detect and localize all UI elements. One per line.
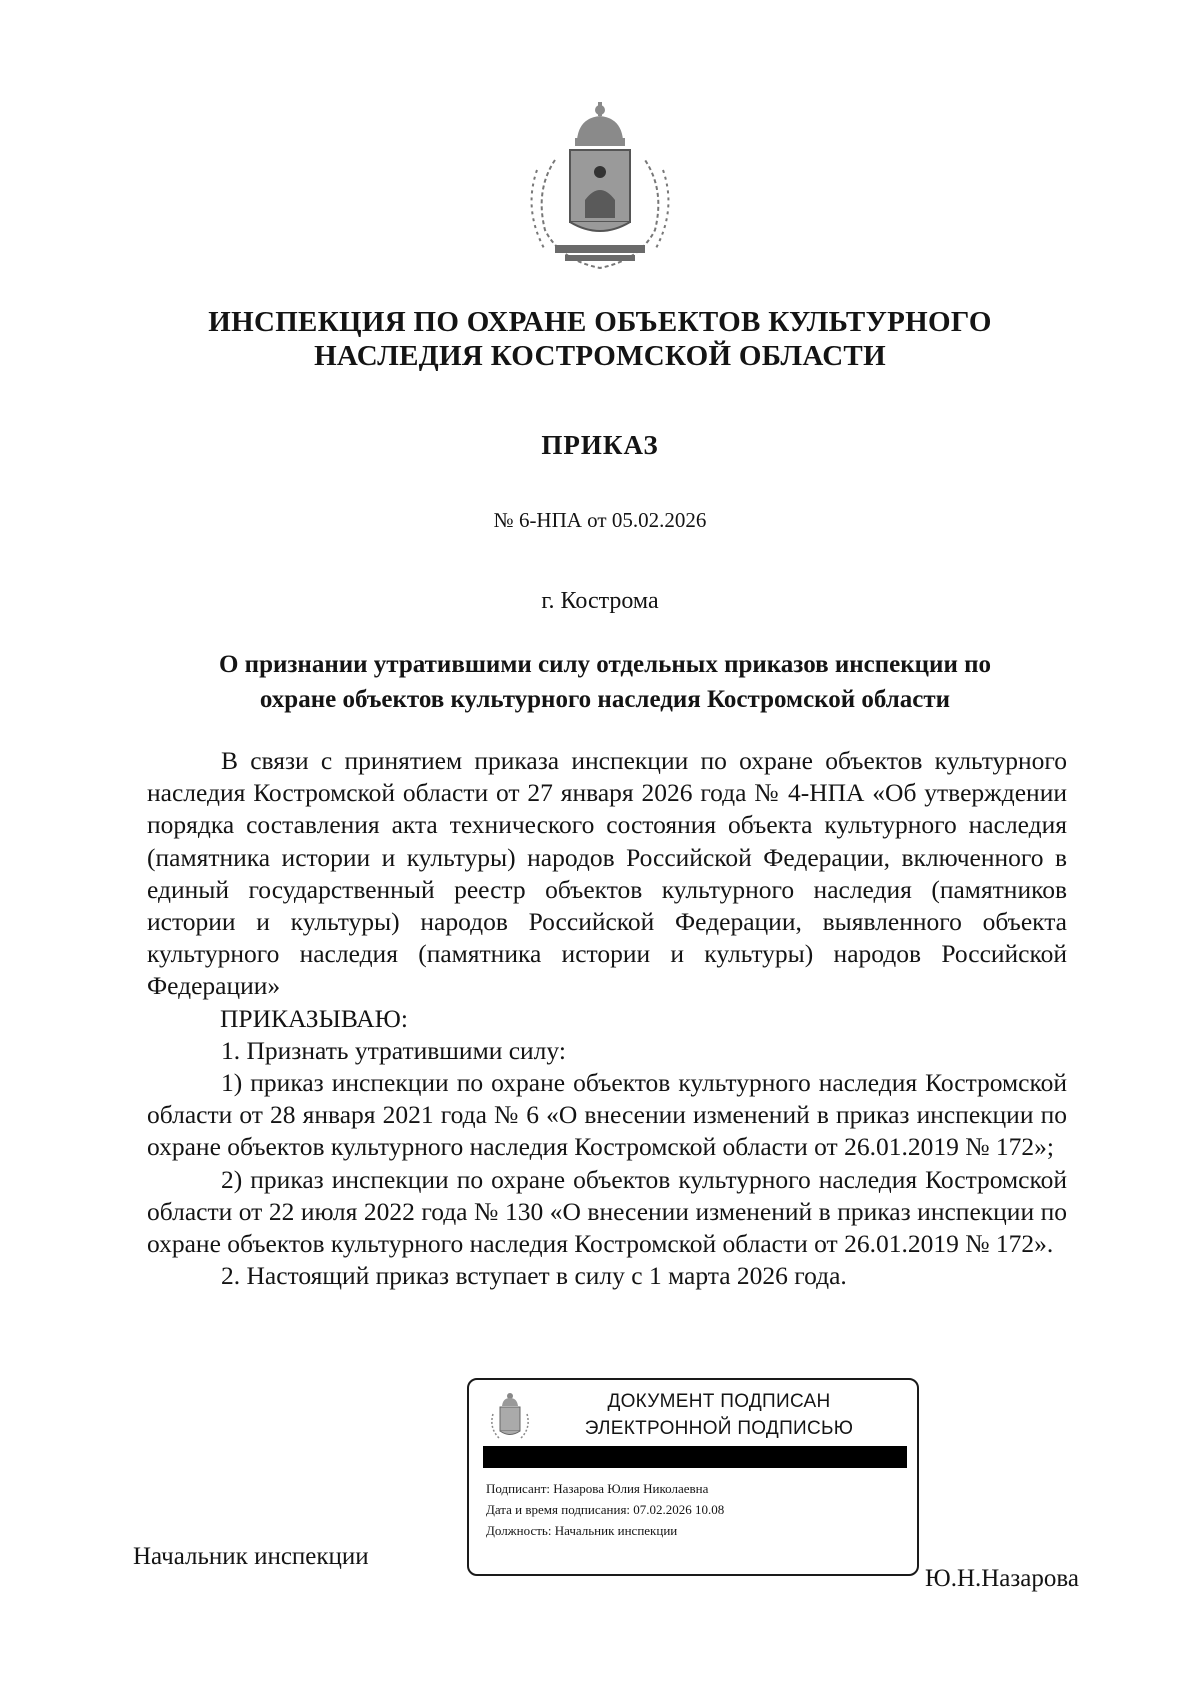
order-item-1: 1. Признать утратившими силу: (221, 1035, 566, 1065)
document-number: № 6-НПА от 05.02.2026 (493, 508, 707, 532)
stamp-position: Должность: Начальник инспекции (486, 1523, 678, 1538)
signer-name: Ю.Н.Назарова (925, 1565, 1079, 1592)
stamp-signed-at: Дата и время подписания: 07.02.2026 10.08 (486, 1502, 725, 1517)
document-city: г. Кострома (541, 588, 659, 614)
stamp-title-line1: ДОКУМЕНТ ПОДПИСАН (607, 1391, 831, 1412)
preamble-paragraph: В связи с принятием приказа инспекции по охране объектов культурного наследия Костромской области от 27 января 2026 года № 4-НПА «Об утверждении порядка составления акта технического состояния объекта культурного наследия (памятника истории и культуры) народов Российской Федерации, включенного в единый государственный реестр объектов культурного наследия (памятников истории и культуры) народов Российской Федерации, выявленного объекта культурного наследия (памятника истории и культуры) народов Российской Федерации» (147, 746, 1067, 1001)
coat-of-arms-icon (515, 100, 685, 278)
stamp-signer: Подписант: Назарова Юлия Николаевна (486, 1481, 709, 1496)
stamp-coat-of-arms-icon (489, 1392, 531, 1444)
organization-title (150, 305, 1050, 373)
order-subitem-2: 2) приказ инспекции по охране объектов культурного наследия Костромской области от 22 июля 2022 года № 130 «О внесении изменений в приказ инспекции по охране объектов культурного наследия Костромской области от 26.01.2019 № 172». (147, 1164, 1067, 1259)
document-body (147, 745, 1067, 1292)
electronic-signature-stamp (467, 1378, 919, 1576)
organization-title-line1: ИНСПЕКЦИЯ ПО ОХРАНЕ ОБЪЕКТОВ КУЛЬТУРНОГО (208, 306, 992, 338)
subject-line1: О признании утратившими силу отдельных приказов инспекции по (218, 651, 992, 678)
stamp-title (549, 1388, 889, 1442)
document-type: ПРИКАЗ (541, 430, 659, 460)
stamp-details (486, 1478, 724, 1541)
subject-line2: охране объектов культурного наследия Костромской области (259, 686, 951, 713)
organization-title-line2: НАСЛЕДИЯ КОСТРОМСКОЙ ОБЛАСТИ (314, 340, 886, 372)
signer-position: Начальник инспекции (133, 1543, 369, 1570)
order-item-2: 2. Настоящий приказ вступает в силу с 1 марта 2026 года. (221, 1261, 847, 1291)
order-subitem-1: 1) приказ инспекции по охране объектов культурного наследия Костромской области от 28 января 2021 года № 6 «О внесении изменений в приказ инспекции по охране объектов культурного наследия Костромской области от 26.01.2019 № 172»; (147, 1068, 1067, 1162)
stamp-redaction-bar (483, 1446, 907, 1468)
stamp-title-line2: ЭЛЕКТРОННОЙ ПОДПИСЬЮ (584, 1418, 854, 1439)
order-word: ПРИКАЗЫВАЮ: (220, 1003, 408, 1033)
document-subject (150, 647, 1060, 717)
